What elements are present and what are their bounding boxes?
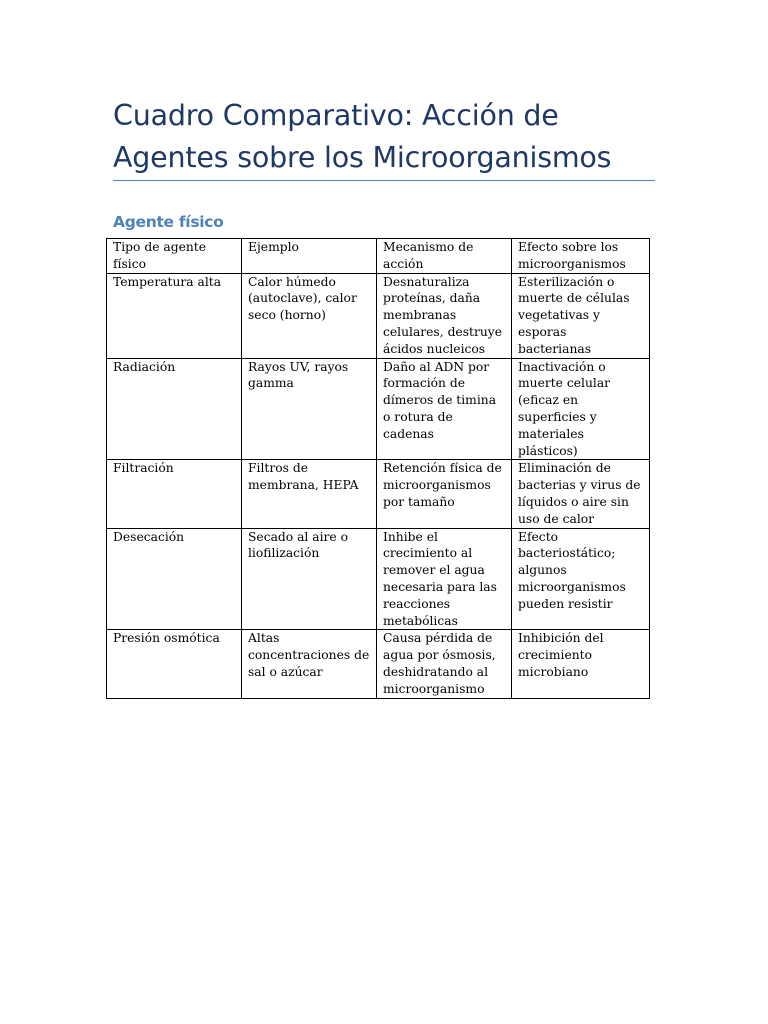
table-cell: Esterilización o muerte de células vegetativas y esporas bacterianas bbox=[512, 273, 650, 358]
table-row bbox=[107, 460, 650, 528]
table-cell: Causa pérdida de agua por ósmosis, deshidratando al microorganismo bbox=[377, 630, 512, 698]
table-cell: Inactivación o muerte celular (eficaz en superficies y materiales plásticos) bbox=[512, 358, 650, 460]
table-cell: Desecación bbox=[107, 528, 242, 630]
table-cell: Altas concentraciones de sal o azúcar bbox=[242, 630, 377, 698]
table-cell: Daño al ADN por formación de dímeros de timina o rotura de cadenas bbox=[377, 358, 512, 460]
page-title: Cuadro Comparativo: Acción de Agentes sobre los Microorganismos bbox=[113, 99, 612, 174]
table-row bbox=[107, 358, 650, 460]
table-cell: Inhibición del crecimiento microbiano bbox=[512, 630, 650, 698]
table-cell: Efecto bacteriostático; algunos microorganismos pueden resistir bbox=[512, 528, 650, 630]
table-cell: Calor húmedo (autoclave), calor seco (horno) bbox=[242, 273, 377, 358]
table-cell: Secado al aire o liofilización bbox=[242, 528, 377, 630]
table-cell: Eliminación de bacterias y virus de líquidos o aire sin uso de calor bbox=[512, 460, 650, 528]
table-cell: Presión osmótica bbox=[107, 630, 242, 698]
header-cell: Mecanismo de acción bbox=[377, 239, 512, 274]
table-cell: Temperatura alta bbox=[107, 273, 242, 358]
section-heading: Agente físico bbox=[113, 213, 224, 231]
table-header-row bbox=[107, 239, 650, 274]
table-row bbox=[107, 630, 650, 698]
header-cell: Ejemplo bbox=[242, 239, 377, 274]
table-cell: Radiación bbox=[107, 358, 242, 460]
table-cell: Filtros de membrana, HEPA bbox=[242, 460, 377, 528]
table-cell: Inhibe el crecimiento al remover el agua necesaria para las reacciones metabólicas bbox=[377, 528, 512, 630]
table-cell: Rayos UV, rayos gamma bbox=[242, 358, 377, 460]
title-underline bbox=[113, 180, 655, 181]
table-cell: Filtración bbox=[107, 460, 242, 528]
table-cell: Retención física de microorganismos por tamaño bbox=[377, 460, 512, 528]
comparison-table bbox=[106, 238, 650, 699]
header-cell: Tipo de agente físico bbox=[107, 239, 242, 274]
header-cell: Efecto sobre los microorganismos bbox=[512, 239, 650, 274]
table-row bbox=[107, 528, 650, 630]
table-row bbox=[107, 273, 650, 358]
table-cell: Desnaturaliza proteínas, daña membranas celulares, destruye ácidos nucleicos bbox=[377, 273, 512, 358]
